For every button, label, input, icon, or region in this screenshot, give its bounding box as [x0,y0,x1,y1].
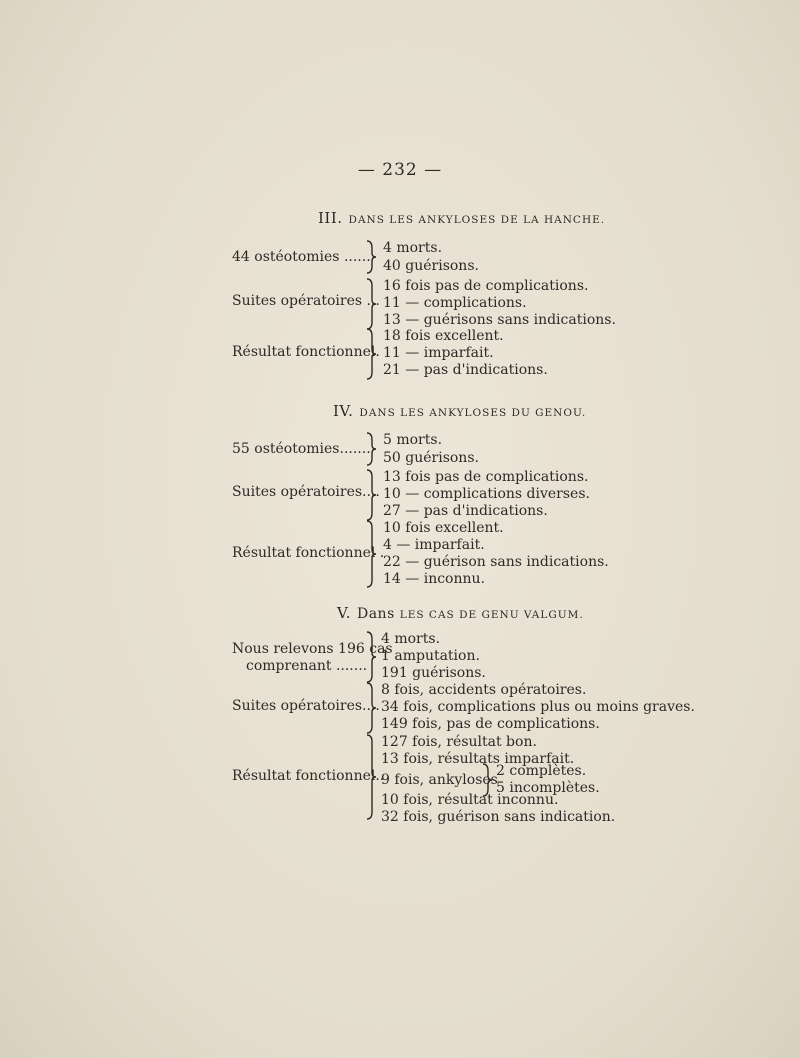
list-item: 22 — guérison sans indications. [383,554,609,570]
group-label: Nous relevons 196 cas [232,641,393,657]
list-item: 10 fois excellent. [383,520,504,536]
list-item: 16 fois pas de complications. [383,278,589,294]
list-item: 18 fois excellent. [383,328,504,344]
list-item: 10 fois, résultat inconnu. [381,792,559,808]
section-title: DANS LES ANKYLOSES DE LA HANCHE. [348,214,606,226]
group-label: 44 ostéotomies ...... [232,249,371,265]
group-label: Résultat fonctionnel . [232,545,385,561]
group-label: comprenant ....... [246,658,368,674]
brace-icon [364,240,378,274]
list-item: 34 fois, complications plus ou moins graves. [381,699,695,715]
group-label: Suites opératoires.... [232,484,380,500]
list-item: 4 morts. [381,631,441,647]
section-numeral: III. [318,209,343,227]
list-item: 191 guérisons. [381,665,486,681]
list-item: 40 guérisons. [383,258,479,274]
section-numeral: IV. [333,402,354,420]
section-title: DANS LES ANKYLOSES DU GENOU. [359,407,587,419]
list-item: 5 morts. [383,432,443,448]
section-heading-v [337,604,584,622]
brace-icon [364,328,378,380]
list-item: 27 — pas d'indications. [383,503,548,519]
group-label: Suites opératoires.... [232,698,380,714]
sub-list-item: 2 complètes. [496,763,587,779]
list-item: 13 fois pas de complications. [383,469,589,485]
list-item: 149 fois, pas de complications. [381,716,600,732]
section-title-first-word: Dans [356,606,395,622]
section-title: LES CAS DE GENU VALGUM. [399,609,584,621]
brace-icon [364,734,378,820]
sub-list-item: 5 incomplètes. [496,780,600,796]
brace-icon [364,278,378,330]
group-label: Suites opératoires ... [232,293,380,309]
list-item: 50 guérisons. [383,450,479,466]
list-item: 127 fois, résultat bon. [381,734,537,750]
brace-icon [364,432,378,466]
section-heading-iv [333,402,586,420]
group-label: 55 ostéotomies....... [232,441,371,457]
list-item: 10 — complications diverses. [383,486,590,502]
list-item: 8 fois, accidents opératoires. [381,682,587,698]
list-item: 14 — inconnu. [383,571,485,587]
list-item: 1 amputation. [381,648,480,664]
page-number: — 232 — [357,160,443,180]
brace-icon [364,520,378,588]
list-item: 13 fois, résultats imparfait. [381,751,575,767]
list-item: 9 fois, ankyloses [381,772,498,788]
section-heading-iii [318,209,605,227]
section-numeral: V. [337,604,351,622]
list-item: 4 — imparfait. [383,537,485,553]
brace-icon [364,469,378,521]
list-item: 32 fois, guérison sans indication. [381,809,616,825]
list-item: 21 — pas d'indications. [383,362,548,378]
group-label: Résultat fonctionnel.. [232,768,385,784]
brace-icon [364,631,378,683]
list-item: 11 — imparfait. [383,345,494,361]
list-item: 11 — complications. [383,295,527,311]
brace-icon [364,682,378,734]
group-label: Résultat fonctionnel. [232,344,380,360]
list-item: 13 — guérisons sans indications. [383,312,616,328]
list-item: 4 morts. [383,240,443,256]
